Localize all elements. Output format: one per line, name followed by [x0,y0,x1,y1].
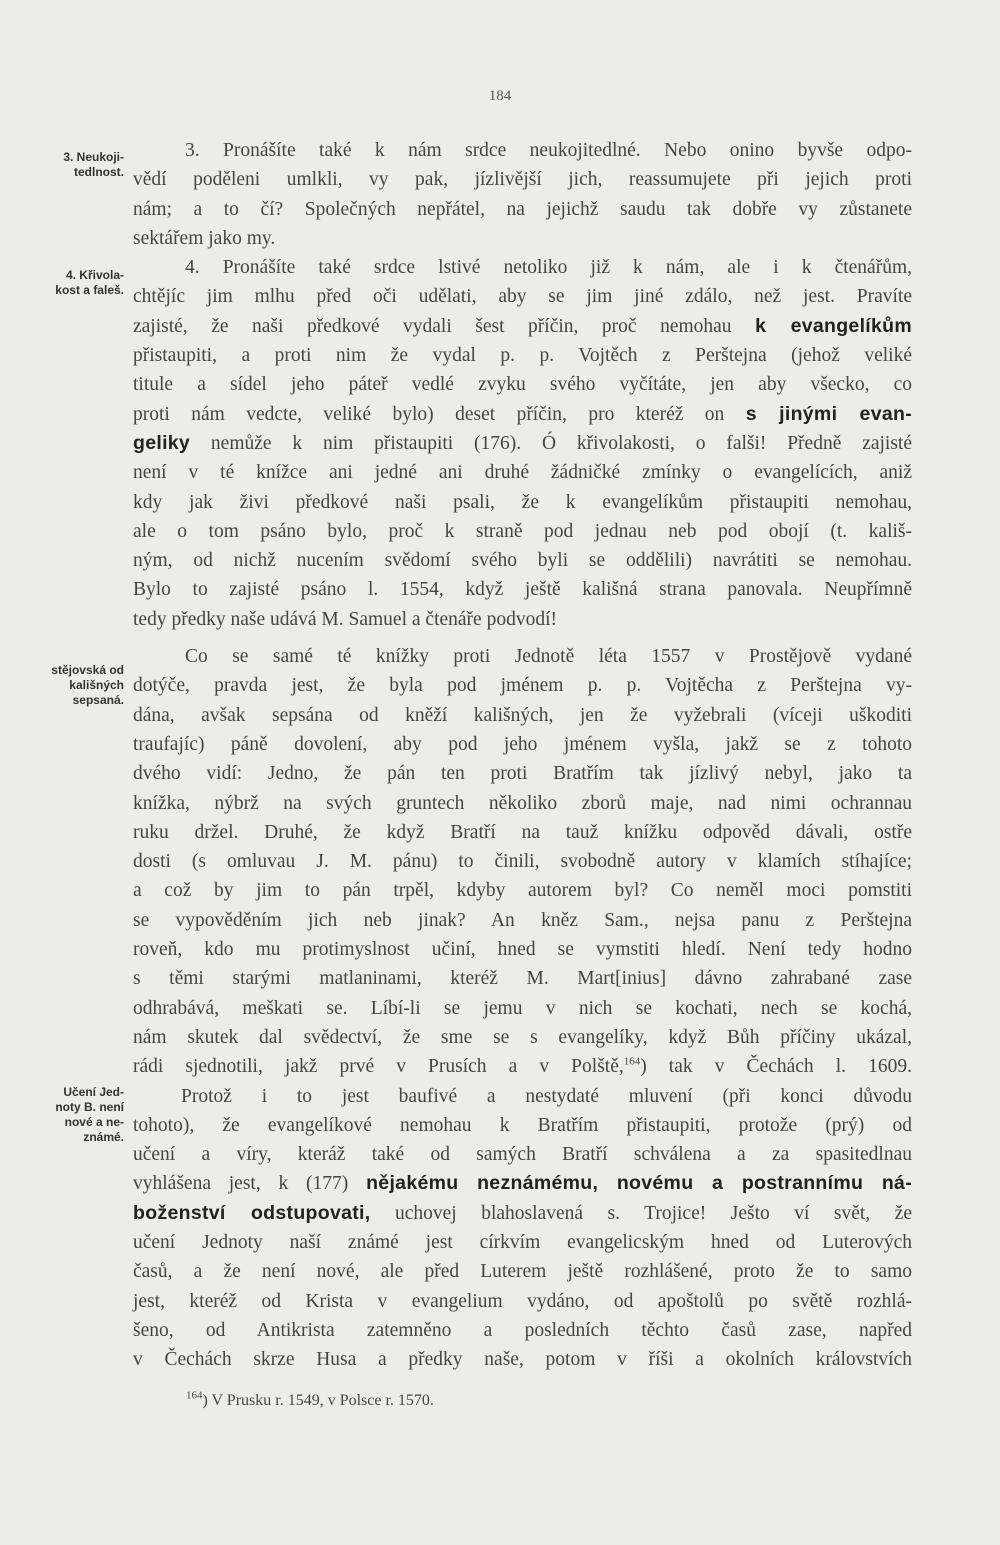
text-line: není v té knížce ani jedné ani druhé žádničké zmínky o evangelících, aniž [133,462,912,484]
text-line: dána, avšak sepsána od kněží kališných, jen že vyžebrali (víceji uškoditi [133,704,912,726]
emphasis-text: k evangelíkům [755,314,912,337]
emphasis-text: s jinými evan- [745,402,912,425]
text-line: učení Jednoty naší známé jest církvím evangelicským hned od Luterových [133,1231,912,1253]
text-line: 3. Pronášíte také k nám srdce neukojitedlné. Nebo onino byvše odpo- [185,140,912,161]
footnote-ref: 164 [623,1055,641,1068]
text-line: roveň, kdo mu protimyslnost učiní, hned se vymstiti hledí. Není tedy hodno [133,939,912,961]
text-line: přistaupiti, a proti nim že vydal p. p. Vojtěch z Perštejna (jehož veliké [133,345,912,367]
text-line [133,1169,912,1198]
text-line: učení a víry, kteráž také od samých Bratří schválena a za spasitedlnau [133,1144,912,1166]
text-line: ným, od nichž nucením svědomí svého byli se oddělili) navrátiti se nemohau. [133,550,912,572]
text-line: šeno, od Antikrista zatemněno a posledních těchto časů zase, napřed [133,1319,912,1341]
margin-note-krivolakost [20,268,124,298]
text-span: proti nám vedcte, veliké bylo) deset příčin, pro kteréž on [133,403,746,425]
text-span: ) tak v Čechách l. 1609. [640,1056,912,1078]
text-line: Co se samé té knížky proti Jednotě léta 1557 v Prostějově vydané [185,646,912,668]
margin-note-neukojitedlnost [20,150,124,180]
text-span: uchovej blahoslavená s. Trojice! Ješto ví svět, že [370,1202,912,1224]
text-line: vědí poděleni umlkli, vy pak, jízlivější jich, reassumujete při jejich proti [133,169,912,191]
text-line: tohoto), že evangelíkové nemohau k Bratřím přistaupiti, protože (prý) od [133,1114,912,1136]
text-line: s těmi starými matlaninami, kteréž M. Mart[inius] dávno zahrabané zase [133,968,912,990]
text-line: v Čechách skrze Husa a předky naše, potom v říši a okolních královstvích [133,1349,912,1371]
margin-note-text: stějovská od kališných sepsaná. [51,663,124,707]
page-number: 184 [488,88,512,104]
text-line: jest, kteréž od Krista v evangelium vydáno, od apoštolů po světě rozhlá- [133,1290,912,1312]
text-line: dotýče, pravda jest, že byla pod jménem p. p. Vojtěcha z Perštejna vy- [133,675,912,697]
text-line: dosti (s omluvau J. M. pánu) to činili, svobodně autory v klamích stíhajíce; [133,851,912,873]
text-line: odhrabává, meškati se. Líbí-li se jemu v nich se kochati, nech se kochá, [133,997,912,1019]
text-line: dvého vidí: Jedno, že pán ten proti Bratřím tak jízlivý nebyl, jako ta [133,763,912,785]
text-line: Protož i to jest baufivé a nestydaté mluvení (při konci důvodu [181,1085,912,1107]
margin-note-text: Učení Jed- noty B. není nové a ne- známé. [55,1085,124,1144]
emphasis-text: boženství odstupovati, [133,1201,371,1224]
text-line: ale o tom psáno bylo, proč k straně pod jednau neb pod obojí (t. kališ- [133,520,912,542]
margin-note-uceni-jednoty [20,1085,124,1145]
text-line: nám; a to čí? Společných nepřátel, na jejichž saudu tak dobře vy zůstanete [133,198,912,220]
text-span: rádi sjednotili, jakž prvé v Prusích a v Polště, [133,1056,624,1078]
text-line: tedy předky naše udává M. Samuel a čtenáře podvodí! [133,608,557,630]
text-line: sektářem jako my. [133,227,276,249]
text-line [133,400,912,429]
footnote [186,1389,434,1410]
text-line: ruku držel. Druhé, že když Bratří na tauž knížku odpověd dávali, ostře [133,821,912,843]
margin-note-text: 4. Křivola- kost a faleš. [55,268,124,297]
text-line: traufajíc) páně dovolení, aby pod jeho jménem vyšla, jakž se z tohoto [133,733,912,755]
text-line: časů, a že není nové, ale před Luterem ještě rozhlášené, proto že to samo [133,1261,912,1283]
text-span: zajisté, že naši předkové vydali šest příčin, proč nemohau [133,315,756,337]
text-line: a což by jim to pán trpěl, kdyby autorem byl? Co neměl moci pomstiti [133,880,912,902]
emphasis-text: geliky [133,431,191,454]
emphasis-text: nějakému neznámému, novému a postrannímu ná- [366,1172,912,1195]
footnote-marker: 164 [186,1389,203,1402]
text-line: 4. Pronášíte také srdce lstivé netoliko již k nám, ale i k čtenářům, [185,257,912,279]
text-line: kdy jak živi předkové naši psali, že k evangelíkům přistaupiti nemohau, [133,491,912,513]
text-span: vyhlášena jest, k (177) [133,1173,367,1195]
text-line: se vypověděním jich neb jinak? An kněz Sam., nejsa panu z Perštejna [133,909,912,931]
text-line [133,312,912,341]
text-line: chtějíc jim mlhu před oči udělati, aby se jim jiné zdálo, než jest. Pravíte [133,286,912,308]
footnote-text: ) V Prusku r. 1549, v Polsce r. 1570. [202,1392,434,1409]
body-text [133,136,912,1374]
text-line: titule a sídel jeho páteř vedlé zvyku svého vyčítáte, jen aby všecko, co [133,374,912,396]
text-line: Bylo to zajisté psáno l. 1554, když ještě kališná strana panovala. Neupřímně [133,579,912,601]
text-line: nám skutek dal svědectví, že sme se s evangelíky, když Bůh příčiny ukázal, [133,1026,912,1048]
text-line [133,1199,912,1228]
margin-note-stejovska [20,663,124,708]
text-line [133,429,912,458]
text-line [133,1052,912,1081]
margin-note-text: 3. Neukoji- tedlnost. [63,150,124,179]
text-span: nemůže k nim přistaupiti (176). Ó křivolakosti, o falši! Předně zajisté [190,432,912,454]
text-line: knížka, nýbrž na svých gruntech několiko zborů maje, nad nimi ochrannau [133,792,912,814]
